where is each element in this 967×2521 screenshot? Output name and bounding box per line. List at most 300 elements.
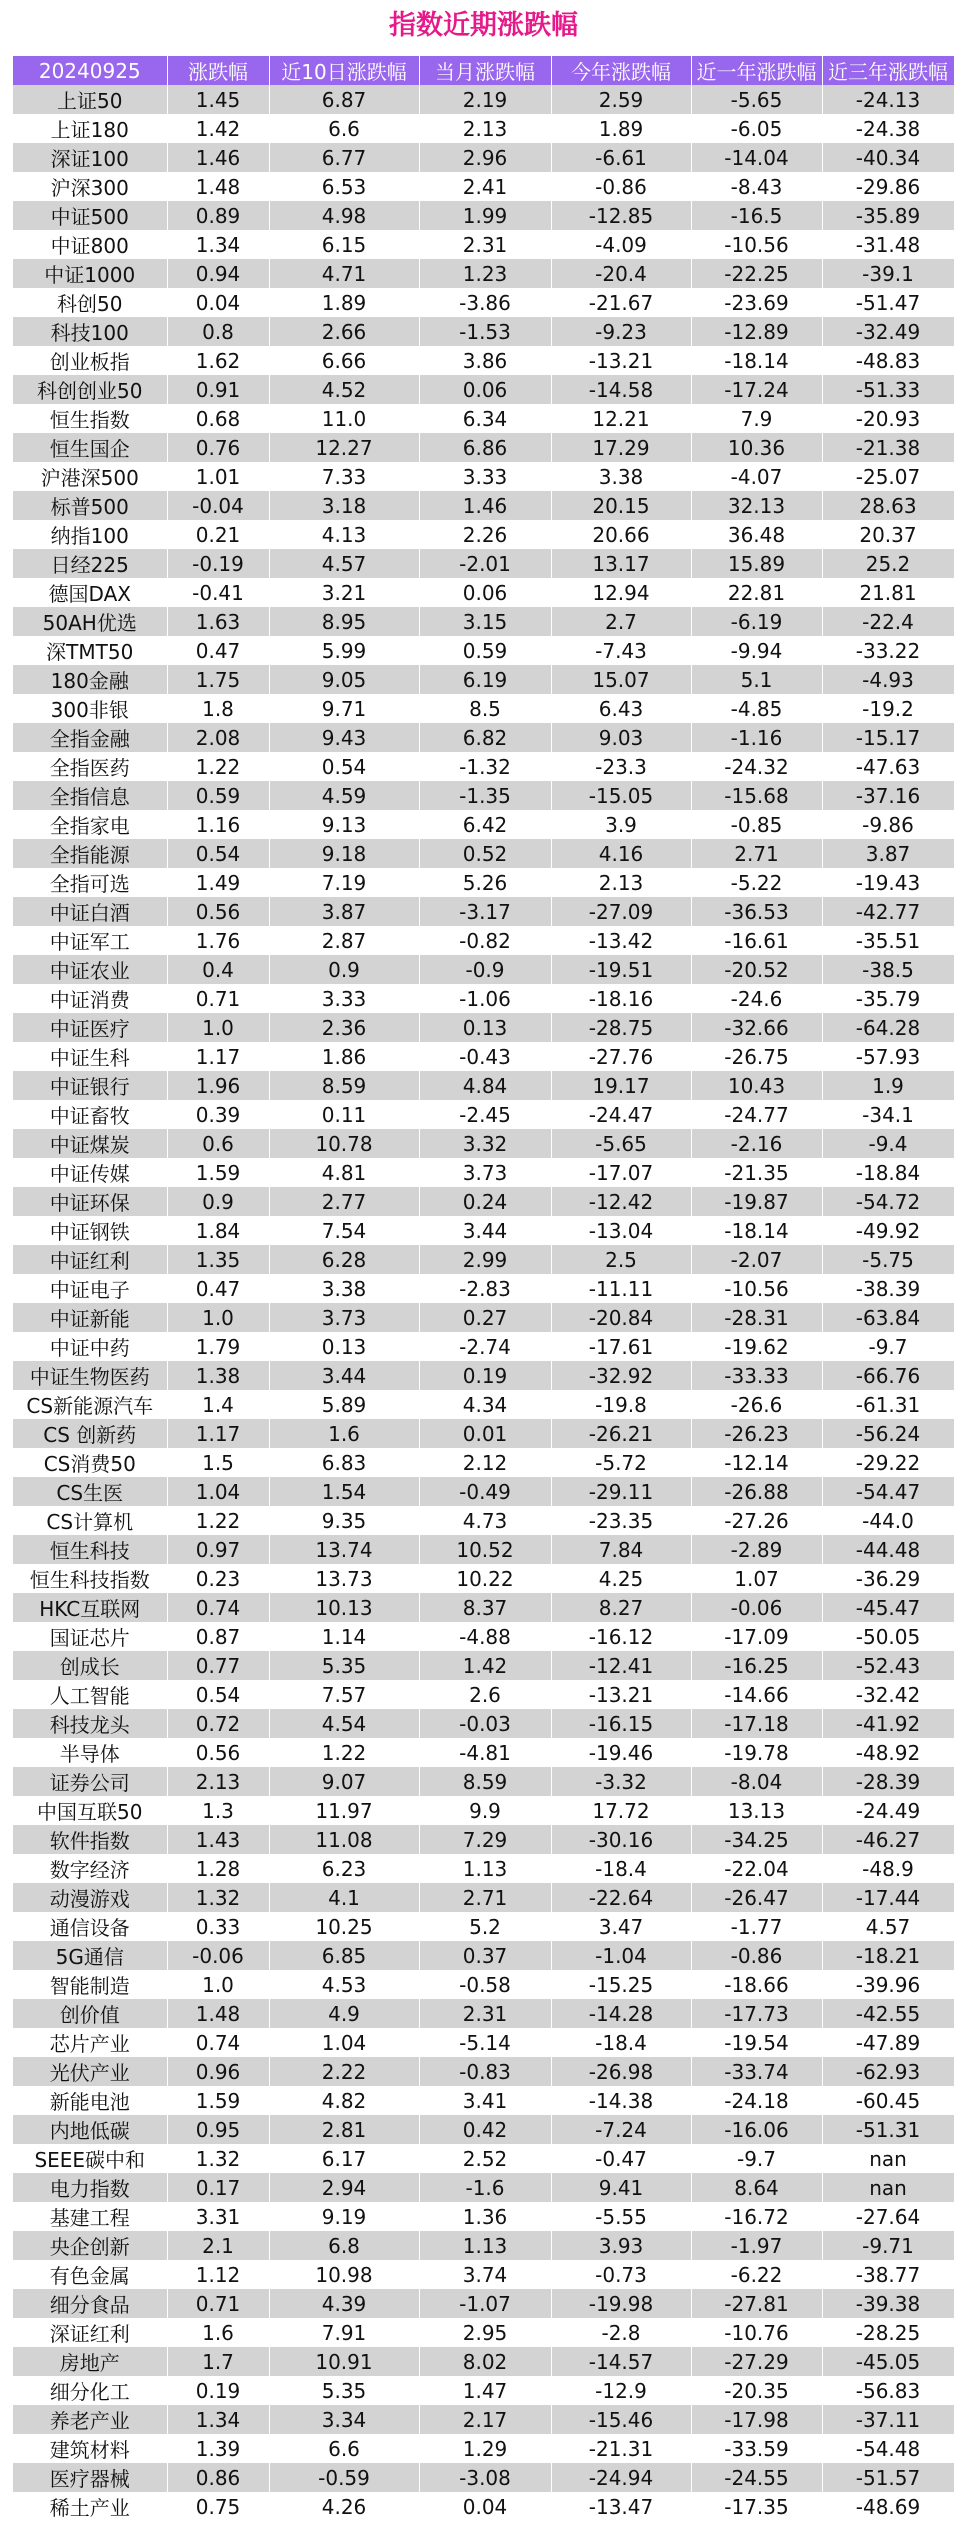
change-ytd-cell: 3.93 [551, 2231, 691, 2260]
change-ytd-cell: 4.16 [551, 839, 691, 868]
change-month-cell: 2.41 [419, 172, 551, 201]
index-name-cell: 科创创业50 [13, 375, 167, 404]
change-1y-cell: -17.09 [691, 1622, 822, 1651]
change-month-cell: 10.52 [419, 1535, 551, 1564]
change-3y-cell: -20.93 [822, 404, 954, 433]
change-3y-cell: -61.31 [822, 1390, 954, 1419]
table-row [13, 1593, 954, 1622]
change-ytd-cell: -13.04 [551, 1216, 691, 1245]
change-ytd-cell: -5.65 [551, 1129, 691, 1158]
table-row [13, 462, 954, 491]
change-cell: 1.6 [167, 2318, 269, 2347]
table-row [13, 1912, 954, 1941]
change-1y-cell: -19.87 [691, 1187, 822, 1216]
change-ytd-cell: -18.16 [551, 984, 691, 1013]
change-10d-cell: 3.44 [269, 1361, 419, 1390]
change-cell: 2.1 [167, 2231, 269, 2260]
index-name-cell: 央企创新 [13, 2231, 167, 2260]
index-name-cell: 科创50 [13, 288, 167, 317]
change-1y-cell: 10.36 [691, 433, 822, 462]
column-header-month-change: 当月涨跌幅 [419, 56, 551, 85]
change-3y-cell: -64.28 [822, 1013, 954, 1042]
index-name-cell: 有色金属 [13, 2260, 167, 2289]
change-cell: 0.75 [167, 2492, 269, 2521]
change-10d-cell: 9.18 [269, 839, 419, 868]
change-cell: 0.56 [167, 1738, 269, 1767]
change-1y-cell: -20.52 [691, 955, 822, 984]
table-row [13, 288, 954, 317]
change-3y-cell: -22.4 [822, 607, 954, 636]
change-month-cell: -1.6 [419, 2173, 551, 2202]
index-name-cell: 上证180 [13, 114, 167, 143]
change-month-cell: -2.74 [419, 1332, 551, 1361]
change-10d-cell: 3.21 [269, 578, 419, 607]
change-1y-cell: -23.69 [691, 288, 822, 317]
table-row [13, 839, 954, 868]
change-ytd-cell: 7.84 [551, 1535, 691, 1564]
change-ytd-cell: 20.66 [551, 520, 691, 549]
table-row [13, 1245, 954, 1274]
change-ytd-cell: 3.47 [551, 1912, 691, 1941]
change-1y-cell: -17.24 [691, 375, 822, 404]
change-cell: 0.19 [167, 2376, 269, 2405]
index-name-cell: 中证钢铁 [13, 1216, 167, 1245]
table-row [13, 1825, 954, 1854]
change-cell: 1.42 [167, 114, 269, 143]
change-3y-cell: -29.22 [822, 1448, 954, 1477]
change-ytd-cell: -12.85 [551, 201, 691, 230]
change-1y-cell: -19.62 [691, 1332, 822, 1361]
change-3y-cell: -51.47 [822, 288, 954, 317]
change-1y-cell: -33.59 [691, 2434, 822, 2463]
change-10d-cell: 9.07 [269, 1767, 419, 1796]
change-ytd-cell: 13.17 [551, 549, 691, 578]
change-ytd-cell: 4.25 [551, 1564, 691, 1593]
change-month-cell: 3.44 [419, 1216, 551, 1245]
change-cell: 1.63 [167, 607, 269, 636]
table-row [13, 607, 954, 636]
change-ytd-cell: -28.75 [551, 1013, 691, 1042]
change-month-cell: -2.83 [419, 1274, 551, 1303]
change-cell: 0.74 [167, 2028, 269, 2057]
change-10d-cell: 0.54 [269, 752, 419, 781]
index-name-cell: 智能制造 [13, 1970, 167, 1999]
change-1y-cell: -5.65 [691, 85, 822, 114]
change-month-cell: 8.5 [419, 694, 551, 723]
change-10d-cell: 4.54 [269, 1709, 419, 1738]
table-row [13, 404, 954, 433]
index-name-cell: 沪港深500 [13, 462, 167, 491]
change-1y-cell: -9.7 [691, 2144, 822, 2173]
change-3y-cell: -48.83 [822, 346, 954, 375]
change-3y-cell: 4.57 [822, 1912, 954, 1941]
change-3y-cell: -57.93 [822, 1042, 954, 1071]
change-10d-cell: 5.35 [269, 2376, 419, 2405]
index-name-cell: 中证新能 [13, 1303, 167, 1332]
change-1y-cell: -19.78 [691, 1738, 822, 1767]
change-1y-cell: -1.77 [691, 1912, 822, 1941]
table-row [13, 868, 954, 897]
change-10d-cell: 5.99 [269, 636, 419, 665]
change-3y-cell: -56.24 [822, 1419, 954, 1448]
index-name-cell: CS 创新药 [13, 1419, 167, 1448]
change-cell: 1.62 [167, 346, 269, 375]
index-name-cell: 科技100 [13, 317, 167, 346]
table-row [13, 1013, 954, 1042]
change-1y-cell: -9.94 [691, 636, 822, 665]
index-name-cell: 创价值 [13, 1999, 167, 2028]
change-ytd-cell: 1.89 [551, 114, 691, 143]
change-3y-cell: -35.79 [822, 984, 954, 1013]
change-ytd-cell: 2.59 [551, 85, 691, 114]
change-10d-cell: 9.13 [269, 810, 419, 839]
change-cell: 1.75 [167, 665, 269, 694]
change-10d-cell: 9.05 [269, 665, 419, 694]
change-3y-cell: -47.89 [822, 2028, 954, 2057]
change-1y-cell: 8.64 [691, 2173, 822, 2202]
index-name-cell: 中证消费 [13, 984, 167, 1013]
change-ytd-cell: 19.17 [551, 1071, 691, 1100]
change-ytd-cell: -24.47 [551, 1100, 691, 1129]
change-10d-cell: 2.22 [269, 2057, 419, 2086]
table-row [13, 2260, 954, 2289]
change-10d-cell: 4.13 [269, 520, 419, 549]
change-month-cell: 3.15 [419, 607, 551, 636]
change-3y-cell: -25.07 [822, 462, 954, 491]
change-1y-cell: 13.13 [691, 1796, 822, 1825]
table-row [13, 752, 954, 781]
change-month-cell: 3.41 [419, 2086, 551, 2115]
change-3y-cell: -44.48 [822, 1535, 954, 1564]
change-month-cell: -0.03 [419, 1709, 551, 1738]
change-1y-cell: -28.31 [691, 1303, 822, 1332]
header-row [13, 56, 954, 85]
change-ytd-cell: -0.73 [551, 2260, 691, 2289]
change-cell: 1.46 [167, 143, 269, 172]
index-name-cell: 纳指100 [13, 520, 167, 549]
change-month-cell: 6.19 [419, 665, 551, 694]
index-name-cell: 日经225 [13, 549, 167, 578]
index-name-cell: 中证1000 [13, 259, 167, 288]
change-month-cell: 4.84 [419, 1071, 551, 1100]
change-ytd-cell: -15.46 [551, 2405, 691, 2434]
change-month-cell: 1.42 [419, 1651, 551, 1680]
table-row [13, 2231, 954, 2260]
index-name-cell: 中证红利 [13, 1245, 167, 1274]
table-row [13, 491, 954, 520]
change-10d-cell: 13.73 [269, 1564, 419, 1593]
change-3y-cell: -40.34 [822, 143, 954, 172]
change-month-cell: 6.42 [419, 810, 551, 839]
change-3y-cell: -51.57 [822, 2463, 954, 2492]
change-month-cell: 2.19 [419, 85, 551, 114]
change-10d-cell: 11.97 [269, 1796, 419, 1825]
change-cell: 0.23 [167, 1564, 269, 1593]
change-1y-cell: -33.33 [691, 1361, 822, 1390]
change-ytd-cell: -18.4 [551, 1854, 691, 1883]
change-cell: 0.17 [167, 2173, 269, 2202]
change-ytd-cell: -16.12 [551, 1622, 691, 1651]
change-3y-cell: -9.4 [822, 1129, 954, 1158]
index-name-cell: 沪深300 [13, 172, 167, 201]
change-10d-cell: 5.35 [269, 1651, 419, 1680]
change-ytd-cell: -13.42 [551, 926, 691, 955]
change-cell: 0.71 [167, 2289, 269, 2318]
change-1y-cell: -2.07 [691, 1245, 822, 1274]
change-ytd-cell: -3.32 [551, 1767, 691, 1796]
change-cell: 1.84 [167, 1216, 269, 1245]
change-cell: 3.31 [167, 2202, 269, 2231]
change-1y-cell: -16.25 [691, 1651, 822, 1680]
change-ytd-cell: -7.43 [551, 636, 691, 665]
index-name-cell: 国证芯片 [13, 1622, 167, 1651]
table-row [13, 2115, 954, 2144]
change-cell: 1.0 [167, 1303, 269, 1332]
change-ytd-cell: -27.09 [551, 897, 691, 926]
change-3y-cell: -38.5 [822, 955, 954, 984]
change-month-cell: 2.52 [419, 2144, 551, 2173]
change-ytd-cell: -21.67 [551, 288, 691, 317]
change-3y-cell: -45.47 [822, 1593, 954, 1622]
change-3y-cell: -48.9 [822, 1854, 954, 1883]
change-3y-cell: -38.77 [822, 2260, 954, 2289]
table-row [13, 984, 954, 1013]
index-name-cell: 5G通信 [13, 1941, 167, 1970]
change-cell: 1.43 [167, 1825, 269, 1854]
change-1y-cell: 2.71 [691, 839, 822, 868]
change-3y-cell: -18.84 [822, 1158, 954, 1187]
change-month-cell: 1.23 [419, 259, 551, 288]
change-ytd-cell: -14.57 [551, 2347, 691, 2376]
change-month-cell: 3.32 [419, 1129, 551, 1158]
table-row [13, 346, 954, 375]
change-ytd-cell: -4.09 [551, 230, 691, 259]
change-10d-cell: 1.22 [269, 1738, 419, 1767]
change-month-cell: 3.33 [419, 462, 551, 491]
change-3y-cell: -27.64 [822, 2202, 954, 2231]
index-name-cell: 全指能源 [13, 839, 167, 868]
change-cell: 0.74 [167, 1593, 269, 1622]
change-month-cell: 6.34 [419, 404, 551, 433]
change-1y-cell: -16.5 [691, 201, 822, 230]
change-cell: 1.32 [167, 2144, 269, 2173]
change-1y-cell: -36.53 [691, 897, 822, 926]
change-1y-cell: 32.13 [691, 491, 822, 520]
change-1y-cell: -18.66 [691, 1970, 822, 1999]
change-ytd-cell: -7.24 [551, 2115, 691, 2144]
change-3y-cell: -42.77 [822, 897, 954, 926]
index-name-cell: 300非银 [13, 694, 167, 723]
change-10d-cell: 1.86 [269, 1042, 419, 1071]
change-10d-cell: 9.35 [269, 1506, 419, 1535]
change-1y-cell: -14.66 [691, 1680, 822, 1709]
change-3y-cell: -36.29 [822, 1564, 954, 1593]
page-title: 指数近期涨跌幅 [389, 10, 578, 41]
change-1y-cell: -34.25 [691, 1825, 822, 1854]
table-row [13, 1274, 954, 1303]
change-10d-cell: 8.59 [269, 1071, 419, 1100]
column-header-10d-change: 近10日涨跌幅 [269, 56, 419, 85]
change-ytd-cell: -14.58 [551, 375, 691, 404]
change-cell: 0.47 [167, 636, 269, 665]
change-ytd-cell: -23.3 [551, 752, 691, 781]
change-ytd-cell: -13.21 [551, 346, 691, 375]
change-month-cell: 2.31 [419, 230, 551, 259]
change-cell: -0.19 [167, 549, 269, 578]
table-row [13, 201, 954, 230]
index-name-cell: 中证畜牧 [13, 1100, 167, 1129]
change-cell: 1.79 [167, 1332, 269, 1361]
change-ytd-cell: 12.94 [551, 578, 691, 607]
change-1y-cell: -6.22 [691, 2260, 822, 2289]
index-name-cell: 深证100 [13, 143, 167, 172]
change-1y-cell: -18.14 [691, 1216, 822, 1245]
table-row [13, 1390, 954, 1419]
table-row [13, 2289, 954, 2318]
change-ytd-cell: -19.51 [551, 955, 691, 984]
table-row [13, 143, 954, 172]
change-cell: 1.5 [167, 1448, 269, 1477]
change-ytd-cell: -19.8 [551, 1390, 691, 1419]
table-row [13, 1564, 954, 1593]
change-month-cell: 1.47 [419, 2376, 551, 2405]
index-name-cell: 全指可选 [13, 868, 167, 897]
change-10d-cell: 10.25 [269, 1912, 419, 1941]
column-header-1y-change: 近一年涨跌幅 [691, 56, 822, 85]
change-cell: 1.0 [167, 1013, 269, 1042]
change-month-cell: 0.24 [419, 1187, 551, 1216]
change-3y-cell: -50.05 [822, 1622, 954, 1651]
change-month-cell: 0.42 [419, 2115, 551, 2144]
change-3y-cell: -9.71 [822, 2231, 954, 2260]
change-10d-cell: 6.83 [269, 1448, 419, 1477]
change-cell: 0.96 [167, 2057, 269, 2086]
change-month-cell: 4.73 [419, 1506, 551, 1535]
change-ytd-cell: -22.64 [551, 1883, 691, 1912]
change-cell: 0.54 [167, 839, 269, 868]
index-name-cell: 德国DAX [13, 578, 167, 607]
change-10d-cell: 4.52 [269, 375, 419, 404]
table-row [13, 1448, 954, 1477]
change-ytd-cell: -0.86 [551, 172, 691, 201]
change-3y-cell: 3.87 [822, 839, 954, 868]
change-3y-cell: -51.33 [822, 375, 954, 404]
table-row [13, 1941, 954, 1970]
index-name-cell: 标普500 [13, 491, 167, 520]
index-name-cell: 中证传媒 [13, 1158, 167, 1187]
change-3y-cell: -17.44 [822, 1883, 954, 1912]
table-row [13, 2086, 954, 2115]
change-month-cell: -3.86 [419, 288, 551, 317]
change-cell: 1.76 [167, 926, 269, 955]
index-name-cell: 中证中药 [13, 1332, 167, 1361]
index-name-cell: 中证银行 [13, 1071, 167, 1100]
change-month-cell: -3.08 [419, 2463, 551, 2492]
change-1y-cell: -8.04 [691, 1767, 822, 1796]
change-1y-cell: -2.16 [691, 1129, 822, 1158]
change-3y-cell: 20.37 [822, 520, 954, 549]
index-name-cell: 人工智能 [13, 1680, 167, 1709]
change-1y-cell: -0.85 [691, 810, 822, 839]
change-10d-cell: 4.71 [269, 259, 419, 288]
change-month-cell: -2.45 [419, 1100, 551, 1129]
change-1y-cell: -5.22 [691, 868, 822, 897]
change-cell: 1.17 [167, 1042, 269, 1071]
change-cell: 1.01 [167, 462, 269, 491]
index-name-cell: 恒生指数 [13, 404, 167, 433]
table-row [13, 85, 954, 114]
change-month-cell: -0.83 [419, 2057, 551, 2086]
change-ytd-cell: -21.31 [551, 2434, 691, 2463]
change-10d-cell: 6.77 [269, 143, 419, 172]
change-month-cell: 0.01 [419, 1419, 551, 1448]
index-name-cell: 中证环保 [13, 1187, 167, 1216]
index-name-cell: 养老产业 [13, 2405, 167, 2434]
table-row [13, 2434, 954, 2463]
table-row [13, 1535, 954, 1564]
change-10d-cell: 3.73 [269, 1303, 419, 1332]
change-cell: 0.04 [167, 288, 269, 317]
change-cell: 0.89 [167, 201, 269, 230]
column-header-date: 20240925 [13, 56, 167, 85]
change-ytd-cell: -29.11 [551, 1477, 691, 1506]
change-cell: 1.34 [167, 230, 269, 259]
index-name-cell: 中证电子 [13, 1274, 167, 1303]
change-1y-cell: 36.48 [691, 520, 822, 549]
change-1y-cell: -27.29 [691, 2347, 822, 2376]
table-body [13, 85, 954, 2521]
change-month-cell: 1.99 [419, 201, 551, 230]
change-cell: 0.21 [167, 520, 269, 549]
change-10d-cell: 4.57 [269, 549, 419, 578]
change-cell: 1.04 [167, 1477, 269, 1506]
change-ytd-cell: 3.38 [551, 462, 691, 491]
table-row [13, 955, 954, 984]
change-cell: 1.35 [167, 1245, 269, 1274]
change-ytd-cell: -2.8 [551, 2318, 691, 2347]
change-3y-cell: -39.38 [822, 2289, 954, 2318]
change-month-cell: 8.59 [419, 1767, 551, 1796]
change-10d-cell: 1.89 [269, 288, 419, 317]
change-10d-cell: 1.54 [269, 1477, 419, 1506]
table-row [13, 1477, 954, 1506]
change-3y-cell: -19.43 [822, 868, 954, 897]
change-month-cell: -1.32 [419, 752, 551, 781]
change-1y-cell: -27.81 [691, 2289, 822, 2318]
change-3y-cell: -24.13 [822, 85, 954, 114]
change-cell: 1.7 [167, 2347, 269, 2376]
change-ytd-cell: -14.28 [551, 1999, 691, 2028]
change-cell: 0.94 [167, 259, 269, 288]
table-row [13, 1796, 954, 1825]
table-row [13, 1970, 954, 1999]
index-name-cell: 中证500 [13, 201, 167, 230]
change-month-cell: 3.86 [419, 346, 551, 375]
change-3y-cell: -54.72 [822, 1187, 954, 1216]
change-month-cell: 8.37 [419, 1593, 551, 1622]
change-cell: 1.39 [167, 2434, 269, 2463]
change-10d-cell: 1.14 [269, 1622, 419, 1651]
change-10d-cell: 2.36 [269, 1013, 419, 1042]
table-header [13, 56, 954, 85]
change-3y-cell: -31.48 [822, 230, 954, 259]
table-row [13, 926, 954, 955]
change-3y-cell: -37.16 [822, 781, 954, 810]
change-10d-cell: 11.0 [269, 404, 419, 433]
change-cell: 1.3 [167, 1796, 269, 1825]
change-month-cell: 2.71 [419, 1883, 551, 1912]
change-1y-cell: -16.61 [691, 926, 822, 955]
